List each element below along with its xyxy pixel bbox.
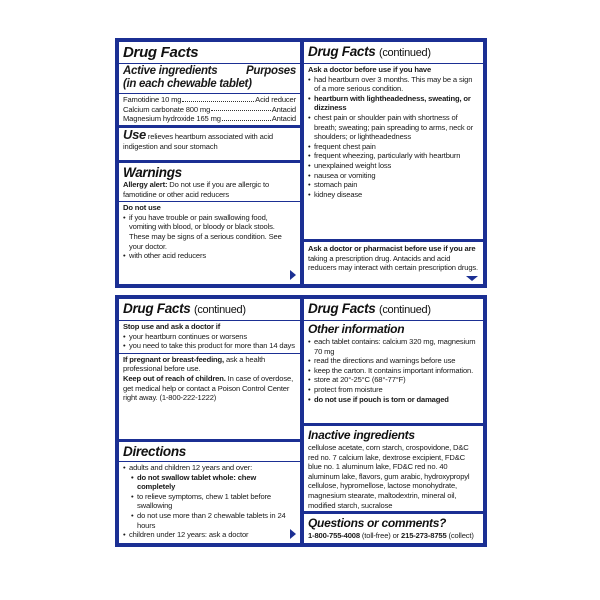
questions-box [304,514,483,543]
questions-heading: Questions or comments? [308,516,447,530]
allergy-alert-text: Do not use if you are allergic to famotidine or other acid reducers [123,180,270,199]
top-left-column [119,42,300,284]
inactive-ingredients-text: cellulose acetate, corn starch, crospovidone, D&C red no. 7 calcium lake, dextrose excipient, FD&C blue no. 1 aluminum lake, FD&C red no. 40 aluminum lake, flavors, gum arabic, hydroxypropyl cellulose, hypromellose, lactose monohydrate, magnesium stearate, maltodextrin, mineral oil, modified starch, sucralose [308,443,470,510]
list-item: • unexplained weight loss [308,161,479,171]
continued-label: (continued) [378,47,431,59]
keep-out-text: In case of overdose, get medical help or contact a Poison Control Center right away. (1-800-222-1222) [123,373,294,403]
bottom-left-column [119,299,300,543]
list-item: • if you have trouble or pain swallowing food, vomiting with blood, or bloody or black stools. These may be signs of a serious condition. See your doctor. [123,213,296,251]
directions-heading: Directions [123,444,187,459]
toll-free-phone: 1-800-755-4008 [308,531,360,540]
list-item: • frequent wheezing, particularly with heartburn [308,151,479,161]
use-heading: Use [123,127,146,142]
use-text: relieves heartburn associated with acid indigestion and sour stomach [123,132,273,151]
list-item: • to relieve symptoms, chew 1 tablet before swallowing [123,492,296,511]
bottom-right-column [304,299,483,543]
ask-pharmacist-text: taking a prescription drug. Antacids and acid reducers may interact with certain prescription drugs. [308,253,479,273]
continued-label: (continued) [378,304,431,316]
ask-doctor-list [308,75,479,200]
ask-pharmacist-heading: Ask a doctor or pharmacist before use if you are [308,244,476,253]
pregnant-text: ask a health professional before use. [123,354,266,374]
ask-doctor-box [304,42,483,242]
drug-facts-panel-top [115,38,487,288]
ask-pharmacist-box [304,242,483,275]
pregnant-label: If pregnant or breast-feeding, [123,354,224,364]
list-item: • your heartburn continues or worsens [123,332,296,342]
list-item: • keep the carton. It contains important information. [308,366,479,376]
stop-use-box [119,299,300,442]
ingredient-row: Famotidine 10 mg Acid reducer [123,95,296,104]
other-information-box [304,299,483,426]
list-item: • children under 12 years: ask a doctor [123,530,296,540]
toll-free-note: (toll-free) or [361,531,400,540]
continued-label: (continued) [193,304,246,316]
other-information-heading: Other information [308,322,405,336]
directions-list [123,463,296,540]
other-information-list [308,337,479,404]
list-item: • had heartburn over 3 months. This may be a sign of a more serious condition. [308,75,479,94]
inactive-ingredients-heading: Inactive ingredients [308,428,415,442]
list-item: • do not swallow tablet whole: chew completely [123,473,296,492]
list-item: • with other acid reducers [123,251,296,261]
active-ingredients-heading: Active ingredients [123,65,218,77]
stop-use-heading: Stop use and ask a doctor if [123,322,221,331]
collect-note: (collect) [448,531,474,540]
drug-facts-panel-bottom [115,295,487,547]
continue-right-arrow-icon [290,529,296,539]
list-item: • do not use more than 2 chewable tablets in 24 hours [123,511,296,530]
drug-facts-title: Drug Facts [123,44,199,61]
list-item: • each tablet contains: calcium 320 mg, magnesium 70 mg [308,337,479,356]
list-item: • store at 20°-25°C (68°-77°F) [308,375,479,385]
drug-facts-title: Drug Facts [308,301,376,316]
list-item: • chest pain or shoulder pain with shortness of breath; sweating; pain spreading to arms, neck or shoulders; or lightheadedness [308,113,479,142]
list-item: • you need to take this product for more than 14 days [123,341,296,351]
ingredient-row: Magnesium hydroxide 165 mg Antacid [123,114,296,124]
stop-use-list [123,332,296,351]
keep-out-label: Keep out of reach of children. [123,373,226,383]
directions-box [119,442,300,542]
list-item: • nausea or vomiting [308,171,479,181]
list-item: • do not use if pouch is torn or damaged [308,395,479,405]
use-box [119,128,300,163]
drug-facts-title: Drug Facts [308,44,376,59]
list-item: • protect from moisture [308,385,479,395]
list-item: • kidney disease [308,190,479,200]
do-not-use-heading: Do not use [123,203,161,213]
continue-right-arrow-icon [290,270,296,280]
list-item: • read the directions and warnings before use [308,356,479,366]
allergy-alert-label: Allergy alert: [123,180,168,189]
purposes-heading: Purposes [245,65,296,77]
warnings-heading: Warnings [123,165,182,180]
list-item: • heartburn with lightheadedness, sweating, or dizziness [308,94,479,113]
list-item: • adults and children 12 years and over: [123,463,296,473]
active-ingredients-subheading: (in each chewable tablet) [123,78,252,90]
collect-phone: 215-273-8755 [401,531,447,540]
ask-doctor-heading: Ask a doctor before use if you have [308,65,432,74]
list-item: • frequent chest pain [308,142,479,152]
active-ingredients-box [119,42,300,128]
drug-facts-title: Drug Facts [123,301,191,316]
inactive-ingredients-box [304,426,483,514]
continue-down-arrow-icon [466,276,478,281]
warnings-box [119,163,300,263]
top-right-column [304,42,483,284]
ingredient-row: Calcium carbonate 800 mg Antacid [123,104,296,114]
do-not-use-list [123,213,296,261]
list-item: • stomach pain [308,180,479,190]
